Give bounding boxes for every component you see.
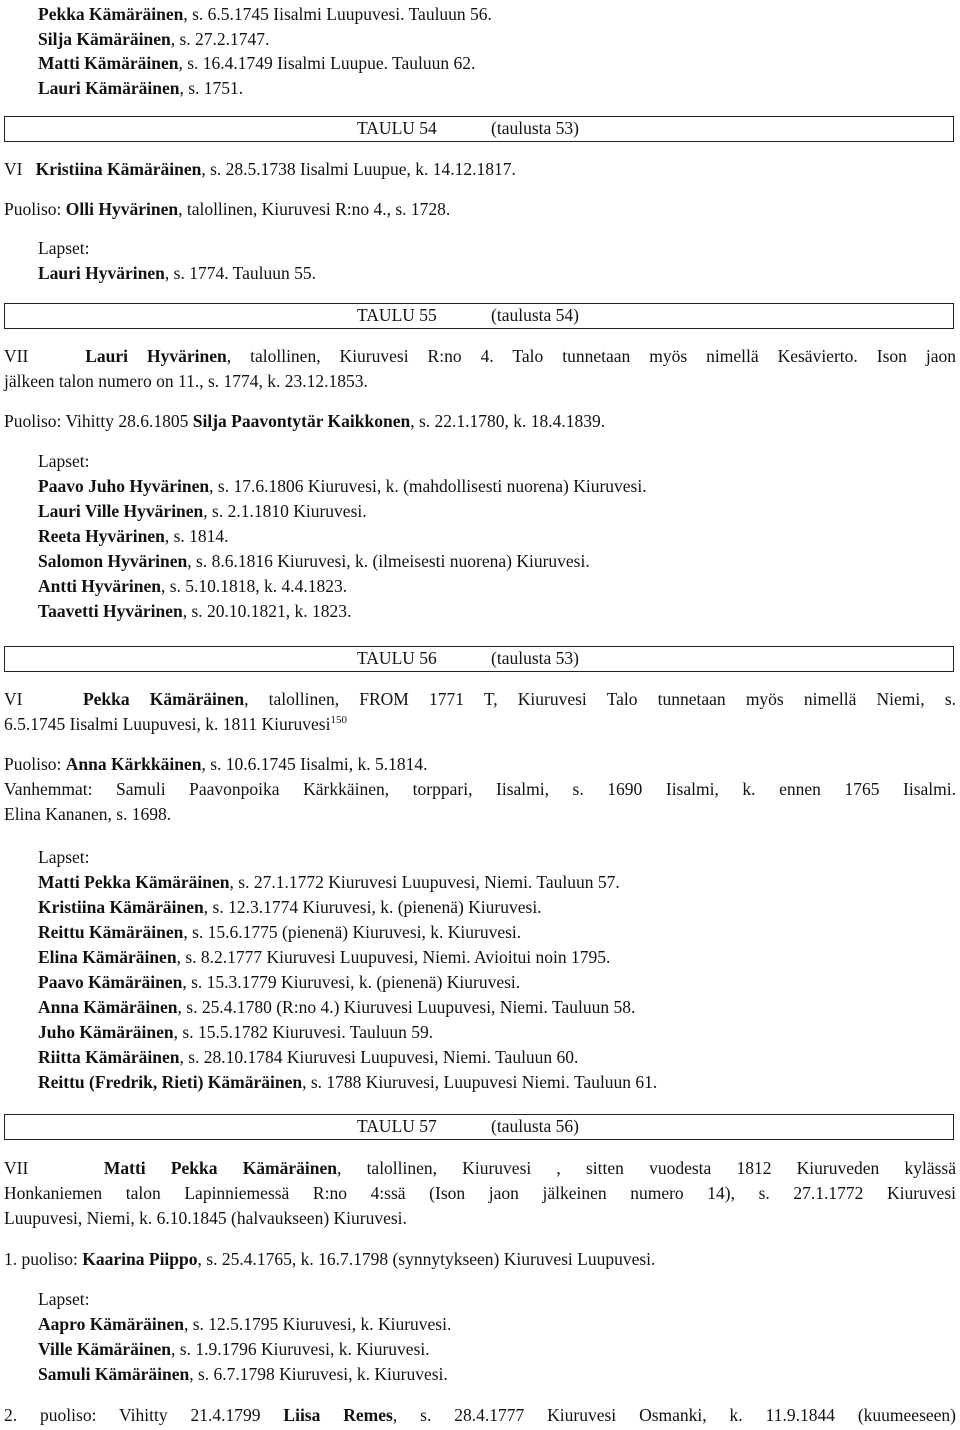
main-person: VII Lauri Hyvärinen, talollinen, Kiuruvesi R:no 4. Talo tunnetaan myös nimellä Kesävierto. Ison jaon <box>4 346 956 366</box>
list-item: Ville Kämäräinen, s. 1.9.1796 Kiuruvesi, k. Kiuruvesi. <box>38 1339 430 1359</box>
list-item: Antti Hyvärinen, s. 5.10.1818, k. 4.4.1823. <box>38 576 348 596</box>
table-source: (taulusta 53) <box>491 648 579 668</box>
main-person: VI Kristiina Kämäräinen, s. 28.5.1738 Iisalmi Luupue, k. 14.12.1817. <box>4 159 516 179</box>
children-label: Lapset: <box>38 451 90 471</box>
footnote-marker: 150 <box>330 714 347 727</box>
list-item: Pekka Kämäräinen, s. 6.5.1745 Iisalmi Luupuvesi. Tauluun 56. <box>38 4 492 24</box>
main-person-continued: Honkaniemen talon Lapinniemessä R:no 4:ssä (Ison jaon jälkeinen numero 14), s. 27.1.1772 Kiuruvesi <box>4 1183 956 1203</box>
list-item: Anna Kämäräinen, s. 25.4.1780 (R:no 4.) Kiuruvesi Luupuvesi, Niemi. Tauluun 58. <box>38 997 636 1017</box>
list-item: Juho Kämäräinen, s. 15.5.1782 Kiuruvesi. Tauluun 59. <box>38 1022 434 1042</box>
table-source: (taulusta 53) <box>491 118 579 138</box>
spouse: Puoliso: Vihitty 28.6.1805 Silja Paavontytär Kaikkonen, s. 22.1.1780, k. 18.4.1839. <box>4 411 606 431</box>
list-item: Samuli Kämäräinen, s. 6.7.1798 Kiuruvesi, k. Kiuruvesi. <box>38 1364 448 1384</box>
list-item: Elina Kämäräinen, s. 8.2.1777 Kiuruvesi Luupuvesi, Niemi. Avioitui noin 1795. <box>38 947 611 967</box>
main-person-continued: 6.5.1745 Iisalmi Luupuvesi, k. 1811 Kiuruvesi$^{150}$ <box>4 714 347 734</box>
main-person: VI Pekka Kämäräinen, talollinen, FROM 1771 T, Kiuruvesi Talo tunnetaan myös nimellä Niemi, s. <box>4 689 957 709</box>
table-header-taulu-54 <box>4 116 954 142</box>
main-person-continued: jälkeen talon numero on 11., s. 1774, k. 23.12.1853. <box>4 371 368 391</box>
list-item: Reeta Hyvärinen, s. 1814. <box>38 526 229 546</box>
list-item: Reittu (Fredrik, Rieti) Kämäräinen, s. 1788 Kiuruvesi, Luupuvesi Niemi. Tauluun 61. <box>38 1072 658 1092</box>
list-item: Reittu Kämäräinen, s. 15.6.1775 (pienenä) Kiuruvesi, k. Kiuruvesi. <box>38 922 522 942</box>
parents: Vanhemmat: Samuli Paavonpoika Kärkkäinen, torppari, Iisalmi, s. 1690 Iisalmi, k. ennen 1765 Iisalmi. <box>4 779 956 799</box>
spouse: Puoliso: Olli Hyvärinen, talollinen, Kiuruvesi R:no 4., s. 1728. <box>4 199 451 219</box>
list-item: Matti Kämäräinen, s. 16.4.1749 Iisalmi Luupue. Tauluun 62. <box>38 53 476 73</box>
table-number: TAULU 55 <box>357 305 437 325</box>
table-source: (taulusta 54) <box>491 305 579 325</box>
spouse: Puoliso: Anna Kärkkäinen, s. 10.6.1745 Iisalmi, k. 5.1814. <box>4 754 428 774</box>
list-item: Matti Pekka Kämäräinen, s. 27.1.1772 Kiuruvesi Luupuvesi, Niemi. Tauluun 57. <box>38 872 620 892</box>
main-person-continued: Luupuvesi, Niemi, k. 6.10.1845 (halvaukseen) Kiuruvesi. <box>4 1208 407 1228</box>
list-item: Silja Kämäräinen, s. 27.2.1747. <box>38 29 270 49</box>
children-label: Lapset: <box>38 1289 90 1309</box>
list-item: Salomon Hyvärinen, s. 8.6.1816 Kiuruvesi, k. (ilmeisesti nuorena) Kiuruvesi. <box>38 551 590 571</box>
table-header-taulu-57 <box>4 1114 954 1140</box>
list-item: Lauri Hyvärinen, s. 1774. Tauluun 55. <box>38 263 316 283</box>
table-number: TAULU 56 <box>357 648 437 668</box>
list-item: Lauri Kämäräinen, s. 1751. <box>38 78 244 98</box>
table-header-taulu-56 <box>4 646 954 672</box>
table-source: (taulusta 56) <box>491 1116 579 1136</box>
list-item: Kristiina Kämäräinen, s. 12.3.1774 Kiuruvesi, k. (pienenä) Kiuruvesi. <box>38 897 542 917</box>
children-label: Lapset: <box>38 847 90 867</box>
list-item: Taavetti Hyvärinen, s. 20.10.1821, k. 1823. <box>38 601 352 621</box>
spouse: 1. puoliso: Kaarina Piippo, s. 25.4.1765, k. 16.7.1798 (synnytykseen) Kiuruvesi Luupuvesi. <box>4 1249 656 1269</box>
list-item: Aapro Kämäräinen, s. 12.5.1795 Kiuruvesi, k. Kiuruvesi. <box>38 1314 452 1334</box>
parents-continued: Elina Kananen, s. 1698. <box>4 804 172 824</box>
list-item: Riitta Kämäräinen, s. 28.10.1784 Kiuruvesi Luupuvesi, Niemi. Tauluun 60. <box>38 1047 579 1067</box>
list-item: Lauri Ville Hyvärinen, s. 2.1.1810 Kiuruvesi. <box>38 501 367 521</box>
children-label: Lapset: <box>38 238 90 258</box>
table-header-taulu-55 <box>4 303 954 329</box>
list-item: Paavo Juho Hyvärinen, s. 17.6.1806 Kiuruvesi, k. (mahdollisesti nuorena) Kiuruvesi. <box>38 476 647 496</box>
spouse: 2. puoliso: Vihitty 21.4.1799 Liisa Remes, s. 28.4.1777 Kiuruvesi Osmanki, k. 11.9.1844 (kuumeeseen) <box>4 1405 956 1425</box>
main-person: VII Matti Pekka Kämäräinen, talollinen, Kiuruvesi , sitten vuodesta 1812 Kiuruveden kylässä <box>4 1158 956 1178</box>
table-number: TAULU 54 <box>357 118 437 138</box>
table-number: TAULU 57 <box>357 1116 437 1136</box>
list-item: Paavo Kämäräinen, s. 15.3.1779 Kiuruvesi, k. (pienenä) Kiuruvesi. <box>38 972 521 992</box>
